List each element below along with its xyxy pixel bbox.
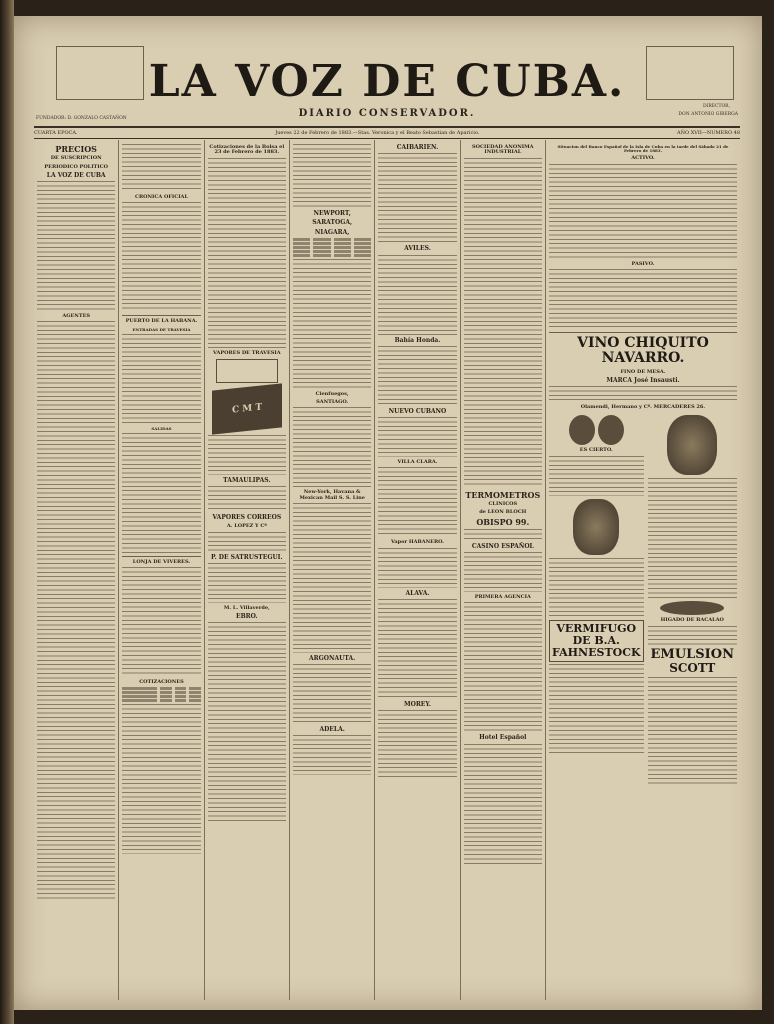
- sociedad-heading: SOCIEDAD ANONIMA INDUSTRIAL: [472, 144, 534, 156]
- clinicos-heading: CLINICOS: [488, 500, 518, 507]
- text-block: [378, 255, 456, 335]
- emulsion-heading: EMULSION: [650, 646, 734, 662]
- company-flag: C M T: [212, 383, 282, 434]
- text-block: [208, 622, 286, 822]
- vapores-heading: VAPORES DE TRAVESIA: [213, 349, 281, 356]
- agentes-heading: AGENTES: [62, 313, 90, 320]
- text-block: [122, 144, 200, 192]
- text-block: [293, 144, 371, 208]
- hotel-heading: Hotel Español: [479, 734, 527, 742]
- dateline-bar: [34, 128, 740, 139]
- text-block: [378, 153, 456, 243]
- olamendi-line: Olamendi, Hermano y Cª. MERCADERES 26.: [580, 404, 706, 411]
- divider: [122, 556, 200, 557]
- scott-heading: SCOTT: [669, 661, 716, 675]
- steamship-illustration: [216, 359, 278, 383]
- portrait-illustration: [573, 499, 619, 555]
- text-block: [122, 433, 200, 553]
- text-block: [378, 599, 456, 699]
- balance-table: [549, 164, 737, 259]
- suscripcion-heading: DE SUSCRIPCION: [50, 155, 102, 162]
- text-block: [293, 503, 371, 653]
- text-block: [378, 417, 456, 457]
- text-block: [37, 181, 115, 311]
- lonja-heading: LONJA DE VIVERES.: [132, 558, 191, 565]
- column-3: [205, 140, 290, 1000]
- text-block: [208, 435, 286, 475]
- satrustegui-heading: P. DE SATRUSTEGUI.: [211, 553, 283, 561]
- book-binding: [0, 0, 14, 1024]
- balance-table: [549, 269, 737, 329]
- masthead: [34, 36, 740, 128]
- termometros-heading: TERMOMETROS: [465, 489, 541, 500]
- text-block: [378, 710, 456, 780]
- villaverde-heading: M. L. Villaverde,: [223, 604, 270, 611]
- text-block: [648, 478, 737, 598]
- bloch-heading: de LEON BLOCH: [479, 509, 527, 516]
- ebro-heading: EBRO.: [236, 613, 258, 621]
- vino-ad-title: VINO CHIQUITO NAVARRO.: [577, 334, 709, 367]
- ad-grid: [549, 412, 737, 789]
- banco-heading: Situacion del Banco Español de la Isla de Cuba en la tarde del Sábado 21 de Febrero de 1883.: [557, 144, 729, 154]
- columns: [34, 140, 740, 1000]
- text-block: [549, 456, 644, 496]
- text-block: [378, 548, 456, 588]
- vapores-correos-heading: VAPORES CORREOS: [212, 514, 282, 522]
- newspaper-page: [14, 16, 762, 1010]
- villa-clara-heading: VILLA CLARA.: [397, 459, 438, 466]
- column-1: [34, 140, 119, 1000]
- divider: [122, 315, 200, 316]
- obispo-heading: OBISPO 99.: [476, 517, 530, 528]
- text-block: [549, 558, 644, 618]
- adela-heading: ADELA.: [319, 726, 345, 734]
- text-block: [464, 744, 542, 864]
- ad-right-column: [648, 412, 737, 789]
- pasivo-heading: PASIVO.: [631, 260, 655, 267]
- text-block: [293, 664, 371, 724]
- fish-illustration: [660, 601, 724, 615]
- text-block: [208, 532, 286, 552]
- morey-heading: MOREY.: [403, 700, 431, 708]
- cierto-heading: ES CIERTO.: [579, 447, 613, 454]
- text-block: [208, 563, 286, 603]
- lopez-heading: A. LOPEZ Y Cª: [226, 523, 267, 530]
- text-block: [293, 735, 371, 775]
- text-block: [464, 552, 542, 592]
- text-block: [208, 158, 286, 348]
- tamaulipas-heading: TAMAULIPAS.: [223, 476, 271, 484]
- activo-heading: ACTIVO.: [631, 155, 655, 162]
- director-label: DIRECTOR,: [702, 104, 730, 109]
- cotizaciones-heading: COTIZACIONES: [139, 679, 184, 686]
- vino-fino: FINO DE MESA.: [620, 368, 666, 375]
- text-block: [378, 346, 456, 406]
- saratoga-heading: SARATOGA,: [312, 219, 353, 227]
- santiago-heading: SANTIAGO.: [316, 399, 349, 406]
- text-block: [549, 386, 737, 402]
- precios-heading: PRECIOS: [55, 144, 97, 154]
- puerto-heading: PUERTO DE LA HABANA.: [125, 318, 198, 325]
- casino-heading: CASINO ESPAÑOL: [471, 542, 534, 550]
- text-block: [464, 529, 542, 541]
- column-2: [119, 140, 204, 1000]
- agencia-heading: PRIMERA AGENCIA: [474, 594, 531, 601]
- director-name: DON ANTONIO GIBERGA: [678, 112, 738, 117]
- text-block: [122, 202, 200, 312]
- aviles-heading: AVILES.: [404, 245, 431, 253]
- entradas-heading: ENTRADAS DE TRAVESIA: [132, 326, 191, 332]
- higado-heading: HIGADO DE BACALAO: [660, 617, 724, 624]
- newspaper-title: LA VOZ DE CUBA.: [148, 56, 626, 107]
- issue-number: AÑO XVII—NUMERO 48: [677, 130, 740, 136]
- text-block: [464, 158, 542, 488]
- cienfuegos-heading: Cienfuegos,: [315, 390, 349, 397]
- illustration: [549, 415, 644, 445]
- cronica-heading: CRONICA OFICIAL: [135, 194, 188, 200]
- column-7: [546, 140, 740, 1000]
- agents-list: [37, 321, 115, 901]
- alava-heading: ALAVA.: [405, 589, 430, 597]
- newport-heading: NEWPORT,: [313, 210, 351, 217]
- text-block: [293, 259, 371, 389]
- text-block: [648, 626, 737, 646]
- text-block: [122, 704, 200, 854]
- periodico-heading: PERIODICO POLITICO: [44, 163, 108, 170]
- text-block: [293, 407, 371, 487]
- text-block: [464, 602, 542, 732]
- text-block: [378, 467, 456, 537]
- nuevo-cubano-heading: NUEVO CUBANO: [388, 407, 447, 415]
- niagara-heading: NIAGARA,: [314, 228, 350, 236]
- column-5: [375, 140, 460, 1000]
- date-line: Jueves 22 de Febrero de 1883.—Stas. Veronica y el Beato Sebastian de Aparicio.: [275, 130, 480, 136]
- bolsa-heading: Cotizaciones de la Bolsa el 23 de Febrero de 1883.: [209, 144, 285, 156]
- caibarien-heading: CAIBARIEN.: [396, 144, 439, 151]
- text-block: [208, 486, 286, 512]
- argonauta-heading: ARGONAUTA.: [309, 654, 356, 662]
- founder-note: FUNDADOR: D. GONZALO CASTAÑON: [36, 116, 127, 121]
- text-block: [549, 664, 644, 754]
- habanero-heading: Vapor HABANERO.: [391, 539, 444, 546]
- schedule-table: [293, 238, 371, 257]
- divider: [549, 332, 737, 333]
- column-4: [290, 140, 375, 1000]
- quote-table: [122, 687, 200, 702]
- newspaper-subtitle: DIARIO CONSERVADOR.: [298, 108, 476, 119]
- epoch-label: CUARTA EPOCA.: [34, 130, 78, 136]
- bahia-heading: Bahía Honda.: [394, 336, 441, 344]
- cristadoro-illustration: [667, 415, 717, 475]
- column-6: [461, 140, 546, 1000]
- vermifugo-ad: [549, 620, 644, 662]
- voz-heading: LA VOZ DE CUBA: [46, 171, 106, 179]
- ad-left-column: [549, 412, 644, 789]
- text-block: [122, 334, 200, 424]
- vermifugo-title: VERMIFUGO DE B.A. FAHNESTOCK: [551, 621, 641, 659]
- newyork-heading: New-York, Havana & Mexican Mail S. S. Line: [299, 489, 365, 501]
- text-block: [122, 567, 200, 677]
- salidas-heading: SALIDAS: [151, 425, 172, 431]
- vino-marca: MARCA José Insausti.: [606, 376, 680, 384]
- text-block: [648, 677, 737, 787]
